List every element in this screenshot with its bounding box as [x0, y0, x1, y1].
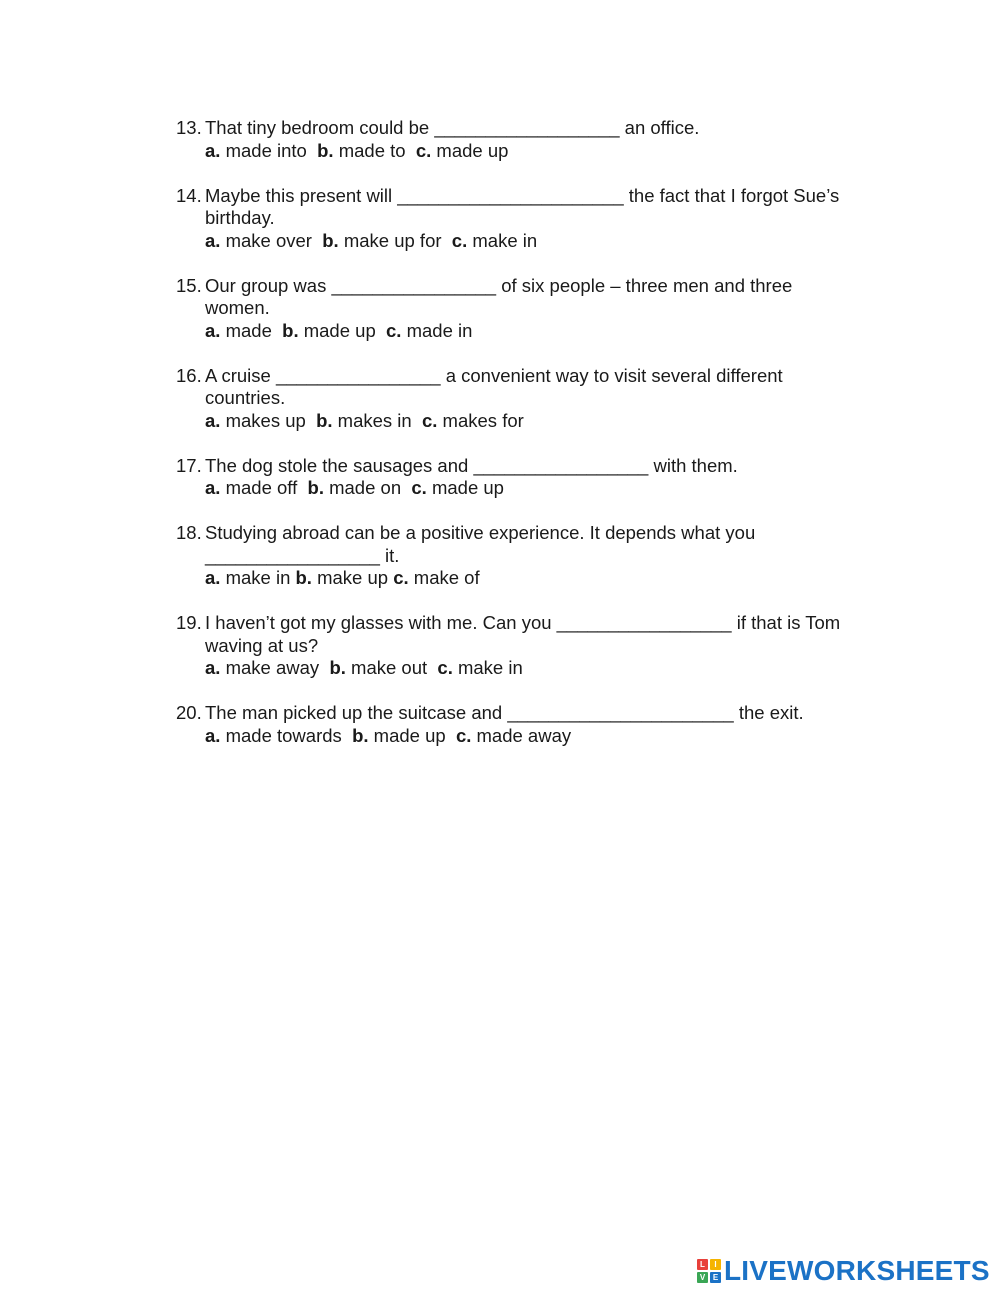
question-13: [176, 117, 856, 162]
answer-options: [205, 140, 856, 163]
option-letter: c.: [411, 477, 427, 498]
option-text: make up for: [338, 229, 452, 251]
option-text: make over: [220, 229, 323, 251]
option-c[interactable]: [411, 477, 504, 498]
option-letter: a.: [205, 724, 221, 746]
option-text: make in: [220, 567, 296, 588]
answer-options: [205, 725, 856, 748]
worksheet: [176, 117, 856, 770]
option-letter: c.: [393, 567, 409, 588]
option-letter: c.: [455, 724, 472, 746]
option-letter: c.: [451, 229, 468, 251]
question-number: 14.: [176, 184, 202, 206]
option-letter: b.: [322, 229, 339, 251]
option-c[interactable]: [393, 567, 479, 588]
question-text: That tiny bedroom could be __________________ an office.: [205, 117, 700, 138]
question-text: Our group was ________________ of six people – three men and three women.: [205, 274, 793, 318]
option-letter: a.: [205, 229, 221, 251]
option-text: made in: [401, 319, 473, 341]
logo-block: I: [710, 1259, 721, 1270]
logo-block: L: [697, 1259, 708, 1270]
question-16: [176, 365, 856, 433]
option-text: made away: [471, 724, 572, 746]
option-b[interactable]: [296, 567, 394, 588]
question-number: 13.: [176, 117, 202, 138]
option-text: make in: [452, 657, 523, 678]
option-letter: a.: [205, 409, 221, 431]
option-letter: b.: [317, 139, 334, 161]
question-text: Maybe this present will ______________________ the fact that I forgot Sue’s birthday.: [205, 184, 840, 228]
option-letter: b.: [316, 409, 333, 431]
option-c[interactable]: [422, 410, 524, 431]
question-text: A cruise ________________ a convenient way to visit several different countries.: [205, 364, 783, 408]
question-number: 17.: [176, 454, 202, 476]
option-letter: b.: [329, 657, 346, 678]
logo-blocks-icon: [697, 1259, 721, 1283]
option-letter: a.: [205, 139, 221, 161]
question-15: [176, 275, 856, 343]
answer-options: [205, 410, 856, 433]
option-b[interactable]: [352, 725, 456, 746]
option-text: made up: [298, 319, 387, 341]
option-letter: a.: [205, 319, 221, 341]
option-text: makes in: [332, 409, 422, 431]
option-a[interactable]: [205, 657, 329, 678]
option-letter: a.: [205, 657, 221, 678]
option-letter: b.: [295, 567, 312, 588]
question-17: [176, 455, 856, 500]
option-letter: c.: [437, 657, 453, 678]
answer-options: [205, 657, 856, 680]
option-a[interactable]: [205, 477, 308, 498]
option-text: made towards: [220, 724, 353, 746]
option-letter: b.: [352, 724, 369, 746]
question-number: 19.: [176, 612, 202, 633]
question-number: 18.: [176, 522, 202, 543]
answer-options: [205, 230, 856, 253]
question-18: [176, 522, 856, 590]
option-c[interactable]: [416, 140, 509, 161]
option-letter: a.: [205, 567, 221, 588]
logo-block: V: [697, 1272, 708, 1283]
option-c[interactable]: [456, 725, 571, 746]
question-text: The man picked up the suitcase and ______________________ the exit.: [205, 702, 804, 723]
option-a[interactable]: [205, 230, 322, 251]
answer-options: [205, 477, 856, 500]
option-text: makes up: [220, 409, 317, 431]
option-text: make of: [408, 567, 480, 588]
option-text: made up: [431, 139, 509, 161]
question-number: 20.: [176, 702, 202, 723]
option-b[interactable]: [317, 140, 416, 161]
option-b[interactable]: [316, 410, 422, 431]
option-c[interactable]: [386, 320, 472, 341]
option-letter: b.: [282, 319, 299, 341]
option-text: made to: [333, 139, 416, 161]
option-letter: c.: [415, 139, 432, 161]
option-text: make up: [311, 567, 394, 588]
option-c[interactable]: [437, 657, 522, 678]
option-letter: c.: [386, 319, 402, 341]
liveworksheets-logo: [697, 1257, 990, 1285]
question-number: 15.: [176, 274, 202, 296]
option-text: made: [220, 319, 283, 341]
option-b[interactable]: [322, 230, 452, 251]
option-text: made into: [220, 139, 318, 161]
logo-text: LIVEWORKSHEETS: [724, 1255, 990, 1286]
option-b[interactable]: [329, 657, 437, 678]
option-text: made off: [220, 477, 308, 498]
question-number: 16.: [176, 364, 202, 386]
question-14: [176, 185, 856, 253]
question-text: I haven’t got my glasses with me. Can you _________________ if that is Tom waving at us?: [205, 612, 841, 656]
question-text: The dog stole the sausages and _________________ with them.: [205, 454, 738, 476]
answer-options: [205, 567, 856, 590]
question-text: Studying abroad can be a positive experience. It depends what you _________________ it.: [205, 522, 756, 566]
answer-options: [205, 320, 856, 343]
option-b[interactable]: [308, 477, 412, 498]
option-a[interactable]: [205, 567, 296, 588]
option-letter: b.: [307, 477, 324, 498]
option-letter: c.: [421, 409, 438, 431]
option-c[interactable]: [452, 230, 537, 251]
option-a[interactable]: [205, 725, 352, 746]
option-a[interactable]: [205, 320, 282, 341]
question-20: [176, 702, 856, 747]
option-text: make out: [345, 657, 438, 678]
option-text: made on: [323, 477, 412, 498]
option-text: make in: [467, 229, 538, 251]
option-text: makes for: [437, 409, 524, 431]
option-a[interactable]: [205, 140, 317, 161]
option-text: made up: [426, 477, 504, 498]
option-b[interactable]: [282, 320, 386, 341]
question-19: [176, 612, 856, 680]
option-text: made up: [368, 724, 456, 746]
logo-block: E: [710, 1272, 721, 1283]
option-letter: a.: [205, 477, 221, 498]
option-text: make away: [220, 657, 330, 678]
option-a[interactable]: [205, 410, 316, 431]
